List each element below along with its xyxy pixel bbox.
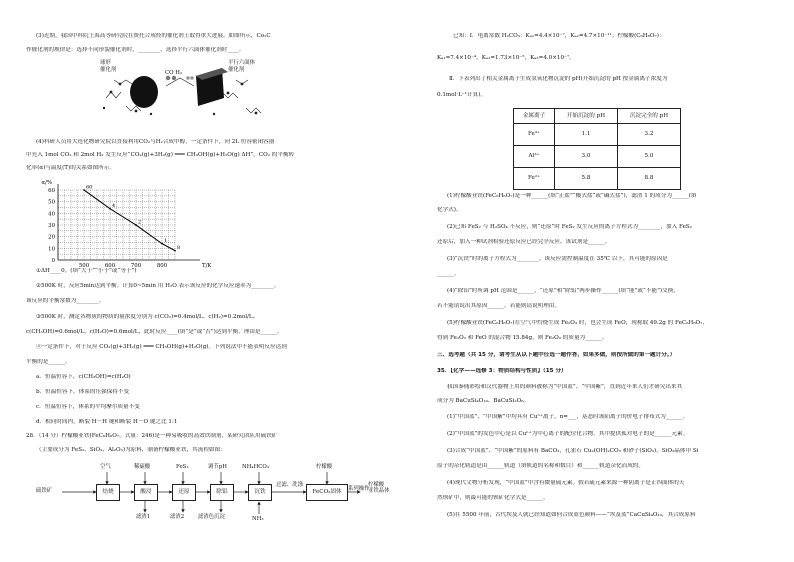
flow-input-acid: 稀硫酸 [134, 464, 151, 470]
data-point [109, 208, 111, 210]
table-cell: 3.2 [618, 124, 681, 146]
known-constants-1: 已知：Ⅰ．电离常数 H₂CO₃：Kₐ₁=4.4×10⁻⁷，Kₐ₂=4.7×10⁻¹¹；柠檬酸(C₆H₈O₇)： [453, 33, 665, 39]
q4-line1: (4)科研人员用大连化物研究院以直接利用CO₂与H₂合成甲醇。一定条件下，向 2L 恒容密闭容器 [36, 139, 275, 145]
y-tick-label: 20 [48, 234, 55, 241]
data-label: 8 [177, 245, 181, 252]
option-d: d．相同时间内，断裂 H－H 键和断裂 H－O 键之比 1:1 [36, 419, 178, 425]
known-constants-2: Kₐ₁=7.4×10⁻⁴，Kₐ₂=1.73×10⁻⁵，Kₐ₃=4.0×10⁻⁷。 [437, 55, 575, 61]
flow-start: 硫铁矿 [36, 488, 53, 494]
x-tick-label: 600 [104, 263, 116, 268]
flow-input-ph: 调节pH [208, 464, 227, 470]
flow-input-citric: 柠檬酸 [316, 464, 333, 470]
sphere-catalyst [130, 76, 158, 108]
flow-output-residue2: 滤渣2 [170, 514, 185, 520]
gas-label: CO H₂ [165, 70, 183, 76]
y-tick-label: 60 [48, 188, 55, 194]
q3-line2: 作催化剂的规律是：选择不同形貌催化剂时，________，选择平行六面体催化剂时____。 [26, 47, 245, 53]
flow-input-air: 空气 [100, 464, 111, 470]
flow-step-reduce: 还原 [172, 484, 196, 501]
q35-heading: 35．【化学——选修 3：物质结构与性质】（15 分） [437, 368, 567, 374]
q3-line1: (3)近期，我国中科院上海高等研究院在费托合成烃的催化剂上取得重大进展。如图所示，Co₂C [36, 33, 271, 39]
q28-3-line2: ______。 [437, 271, 460, 277]
option-b: b．恒温恒容下，体系的压强保持不变 [36, 389, 130, 395]
x-tick-label: 700 [130, 263, 142, 268]
sphere-catalyst-label: 球形 催化剂 [100, 60, 117, 73]
table-cell: 5.0 [618, 146, 681, 168]
table-cell: Fe²⁺ [514, 168, 555, 190]
q28-2-line1: (2)已知 FeS₂ 与 H₂SO₄ 不反应，则“还原”时 FeS₂ 发生反应的离子方程式为________，加入 FeS₂ [447, 224, 692, 230]
q4-line3: 化率(α)与温度(T)的关系如图所示。 [26, 165, 115, 171]
q28-5-line2: 得到 Fe₂O₃ 和 FeO 的混合物 15.84g，则 Fe₂O₃ 的质量为______。 [437, 335, 608, 341]
flow-step-series: 系列操作 [348, 486, 370, 492]
q35-5: (5)在 5500 年前，古代埃及人就已经知道如何合成蓝色颜料——“埃及蓝”CaCuSi₄O₁₀，其合成原料 [447, 512, 696, 518]
x-tick-label: 500 [78, 263, 90, 268]
data-label: 2 [138, 219, 142, 226]
q35-intro-2: 成分为 BaCuSi₄O₁₀、BaCuSi₂O₆。 [437, 398, 530, 404]
q4-line2: 中充入 1mol CO₂ 和 2mol H₂ 发生反应“CO₂(g)+3H₂(g) ═══ CH₃OH(g)+H₂O(g) ΔH”。CO₂ 的平衡转 [26, 152, 295, 158]
table-header: 金属离子 [514, 109, 555, 124]
table-row [514, 168, 681, 190]
q28-4-line1: (4)“除铝”时所调 pH 范围是______，“还原”和“除铝”两步操作______(填“能”或“不能”)交换， [447, 288, 679, 294]
flow-input-fes2: FeS₂ [176, 464, 189, 470]
table-row [514, 146, 681, 168]
flow-output-nh3: NH₃ [252, 516, 264, 522]
data-label: 4 [112, 203, 116, 210]
q4-sub4-line2: 平衡的是______。 [26, 359, 71, 365]
known-table-intro-1: Ⅱ．下表列出了相关金属离子生成氢氧化物沉淀的 pH(开始沉淀的 pH 按金属离子浓度为 [449, 76, 668, 82]
q35-intro-1: 我国秦俑彩绘和汉代器物上用的颜料被称为“中国蓝”、“中国紫”，直到近年来人们才研究出来其 [447, 384, 683, 390]
y-tick-label: 30 [48, 223, 55, 229]
q28-3-line1: (3)“沉铁”时的离子方程式为________，该反应需控制温度在 35℃ 以下，其可能的原因是 [447, 256, 668, 262]
q4-sub1: ①ΔH____0。(填“大于”“小于”或“等于”) [36, 268, 137, 274]
data-point [135, 224, 137, 226]
y-tick-label: 0 [51, 258, 55, 264]
y-tick-label: 40 [48, 211, 55, 218]
flow-mid-label: 过滤、洗涤 [276, 482, 303, 488]
ph-table [513, 108, 681, 190]
q4-sub4-line1: ④一定条件下，对于反应 CO₂(g)+3H₂(g) ═══ CH₃OH(g)+H₂O(g)。下列说法中不能表明反应达到 [36, 344, 287, 350]
q28-5-line1: (5)柠檬酸亚铁(FeC₆H₆O₇)在空气中灼烧生成 Fe₂O₃ 时，也会生成 FeO，现称取 49.2g 的 FeC₆H₆O₇， [447, 320, 708, 326]
option-a: a．恒温恒容下，c(CH₃OH)=c(H₂O) [36, 374, 131, 380]
known-table-intro-2: 0.1mol·L⁻¹计算)。 [437, 92, 487, 98]
flow-end: 柠檬酸 亚铁晶体 [368, 482, 390, 495]
q4-sub2-line2: 该反应的平衡常数为________。 [26, 298, 105, 304]
hexahedron-catalyst-label: 平行六面体 催化剂 [228, 60, 255, 73]
conversion-curve [84, 190, 175, 251]
data-label: 1 [164, 238, 168, 245]
x-tick-label: 800 [156, 263, 168, 268]
flow-step-remove-al: 除铝 [210, 484, 234, 501]
table-header-row [514, 109, 681, 124]
y-tick-label: 10 [48, 246, 55, 253]
q28-line2: （主要成分为 FeS₂、SiO₂、Al₂O₃)为原料，制备柠檬酸亚铁，其流程如图： [36, 447, 226, 453]
y-axis-label: α/% [41, 180, 52, 186]
option-c: c．恒温恒容下，体系的平均摩尔质量不变 [36, 404, 140, 410]
q35-3-line1: (3)合成“中国蓝”、“中国紫”的原料有 BaCO₃，孔雀石 Cu₂(OH)₂CO₃ 和砂子(SiO₂)。SiO₂晶体中 Si [447, 448, 699, 454]
table-cell: 3.0 [555, 146, 618, 168]
q28-line1: 28．（14 分）柠檬酸亚铁(FeC₆H₆O₇，式量：246)是一种易吸收的高效铁制剂，某研究团队用硫铁矿 [26, 433, 278, 439]
q4-sub3-line2: c(CH₃OH)=0.6mol/L、c(H₂O)=0.6mol/L，此时反应____(填“是”或“否”)达到平衡，理由是______。 [26, 329, 283, 335]
q35-4-line2: 然钡矿中，则最可能的钡矿化学式是______。 [437, 495, 549, 501]
flow-output-precipitate: 滤渣色沉淀 [198, 514, 225, 520]
q35-1: (1)“中国蓝”、“中国紫”中均具有 Cuⁿ⁺离子，n=___，基态时该阳离子的价电子排布式为______。 [447, 414, 689, 420]
data-point [174, 250, 176, 252]
table-cell: 5.8 [555, 168, 618, 190]
flow-step-roast: 焙烧 [96, 484, 120, 501]
q28-1-line1: (1)柠檬酸亚铁(FeC₆H₆O₇)是一种______(填“正盐”“酸式盐”或“碱式盐”)，滤渣 1 的成分为______(填 [447, 193, 697, 199]
table-cell: Al³⁺ [514, 146, 555, 168]
q28-2-line2: 还原后，加入一种试剂检验还原反应已经完全反应，该试剂是______。 [437, 239, 611, 245]
flow-input-nh4hco3: NH₄HCO₃ [242, 464, 269, 470]
q35-2: (2)“中国蓝”的发色中心是以 Cuⁿ⁺为中心离子的配位化合物，其中提供孤对电子的是______元素。 [447, 431, 689, 437]
q4-sub3-line1: ③500K 时，测定各物质的物质的量浓度分别为 c(CO₂)=0.4mol/L、c(H₂)=0.2mol/L、 [36, 314, 259, 320]
data-point [161, 243, 163, 245]
q35-4-line1: (4)现代文物分析发现，“中国蓝”中含有微量硫元素。假若硫元素来源一种阴离子是正四面体的天 [447, 480, 685, 486]
table-cell: Fe³⁺ [514, 124, 555, 146]
flow-output-residue1: 滤渣1 [136, 514, 151, 520]
section-heading: 三、选考题（共 15 分，请考生从以下题中任选一题作答，如果多做，则按所做的第一题计分。） [437, 352, 676, 358]
q4-sub2-line1: ②500K 时，反应5min达到平衡。计算0~5min 用 H₂O 表示该反应的化学反应速率为________。 [36, 283, 280, 289]
flow-step-feco3: FeCO₃固体 [306, 484, 348, 501]
data-label: 60 [86, 184, 93, 191]
q28-4-line2: 若不能请说出其原因______，若能则请说明理由。 [437, 303, 561, 309]
table-cell: 1.1 [555, 124, 618, 146]
flow-step-acid-leach: 酸浸 [134, 484, 158, 501]
y-tick-label: 50 [48, 199, 55, 206]
flow-step-precipitate-fe: 沉铁 [248, 484, 272, 501]
conversion-chart [30, 178, 220, 268]
data-point [83, 189, 85, 191]
q35-3-line2: 原子的杂化轨道是由______轨道（填轨道的名称和数目）和______轨道杂化而成的。 [437, 463, 644, 469]
x-axis-label: T/K [202, 263, 212, 268]
q28-1-line2: 化学式)。 [437, 207, 462, 213]
table-header: 沉淀完全的 pH [618, 109, 681, 124]
table-cell: 8.8 [618, 168, 681, 190]
table-row [514, 124, 681, 146]
table-header: 开始沉淀的 pH [555, 109, 618, 124]
